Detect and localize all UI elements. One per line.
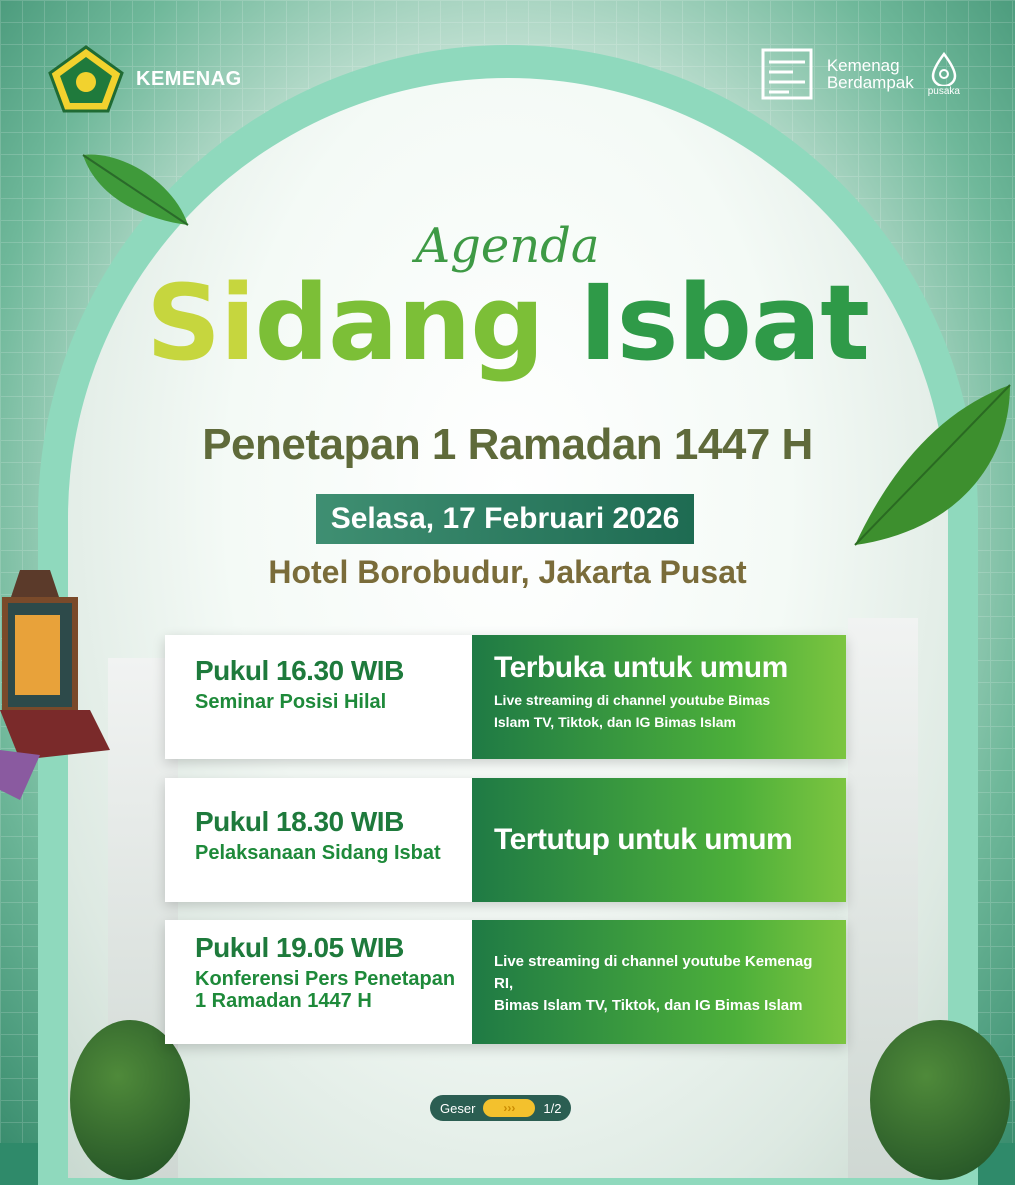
subtitle: Penetapan 1 Ramadan 1447 H (202, 420, 813, 469)
main-title (0, 258, 1015, 388)
schedule-note-line: Bimas Islam TV, Tiktok, dan IG Bimas Islam (494, 997, 803, 1014)
brand-name: KEMENAG (136, 67, 242, 90)
schedule-row-3 (165, 920, 846, 1044)
schedule-row-2 (165, 778, 846, 902)
schedule-time: Pukul 19.05 WIB (195, 932, 404, 963)
schedule-time: Pukul 18.30 WIB (195, 806, 404, 837)
pusaka-label: pusaka (927, 85, 960, 97)
schedule-activity: Seminar Posisi Hilal (195, 691, 387, 713)
pusaka-drop-icon (931, 52, 957, 86)
schedule-note-line: Live streaming di channel youtube Bimas (494, 692, 771, 708)
swipe-arrows-icon: ››› (483, 1099, 535, 1117)
schedule-time-panel (165, 778, 472, 902)
schedule-activity (195, 968, 472, 1012)
title-part-1: Si (146, 262, 255, 384)
swipe-label: Geser (440, 1100, 476, 1116)
page-indicator: 1/2 (543, 1100, 562, 1116)
schedule-info-panel (472, 635, 846, 759)
schedule-note (494, 951, 826, 1017)
schedule-activity: Pelaksanaan Sidang Isbat (195, 842, 441, 864)
schedule-status: Terbuka untuk umum (494, 651, 788, 684)
schedule-row-1 (165, 635, 846, 759)
title-part-2: dang (254, 262, 544, 384)
lantern-icon (0, 560, 120, 810)
bush-right (870, 1020, 1010, 1180)
schedule-activity-line: 1 Ramadan 1447 H (195, 990, 372, 1012)
agenda-script-title: Agenda (415, 218, 600, 274)
schedule-note (494, 689, 826, 733)
campaign-line-1: Kemenag (826, 56, 900, 75)
schedule-time-panel (165, 920, 472, 1044)
schedule-note-line: Live streaming di channel youtube Kemenag RI, (494, 953, 813, 992)
kemenag-logo (48, 45, 242, 113)
schedule-status: Tertutup untuk umum (494, 823, 793, 856)
swipe-indicator[interactable] (430, 1095, 571, 1121)
campaign-text (827, 57, 914, 91)
schedule-activity-line: Konferensi Pers Penetapan (195, 968, 456, 990)
location: Hotel Borobudur, Jakarta Pusat (268, 554, 747, 590)
schedule-info-panel (472, 778, 846, 902)
pusaka-logo (928, 52, 960, 97)
campaign-logos (761, 48, 960, 100)
title-part-3: Isbat (578, 262, 869, 384)
schedule-time: Pukul 16.30 WIB (195, 655, 404, 686)
kemenag-berdampak-icon (761, 48, 813, 100)
kemenag-emblem-icon (48, 45, 124, 113)
campaign-line-2: Berdampak (826, 73, 914, 92)
schedule-time-panel (165, 635, 472, 759)
schedule-info-panel (472, 920, 846, 1044)
bush-left (70, 1020, 190, 1180)
date-badge: Selasa, 17 Februari 2026 (316, 494, 694, 544)
schedule-note-line: Islam TV, Tiktok, dan IG Bimas Islam (494, 714, 736, 730)
